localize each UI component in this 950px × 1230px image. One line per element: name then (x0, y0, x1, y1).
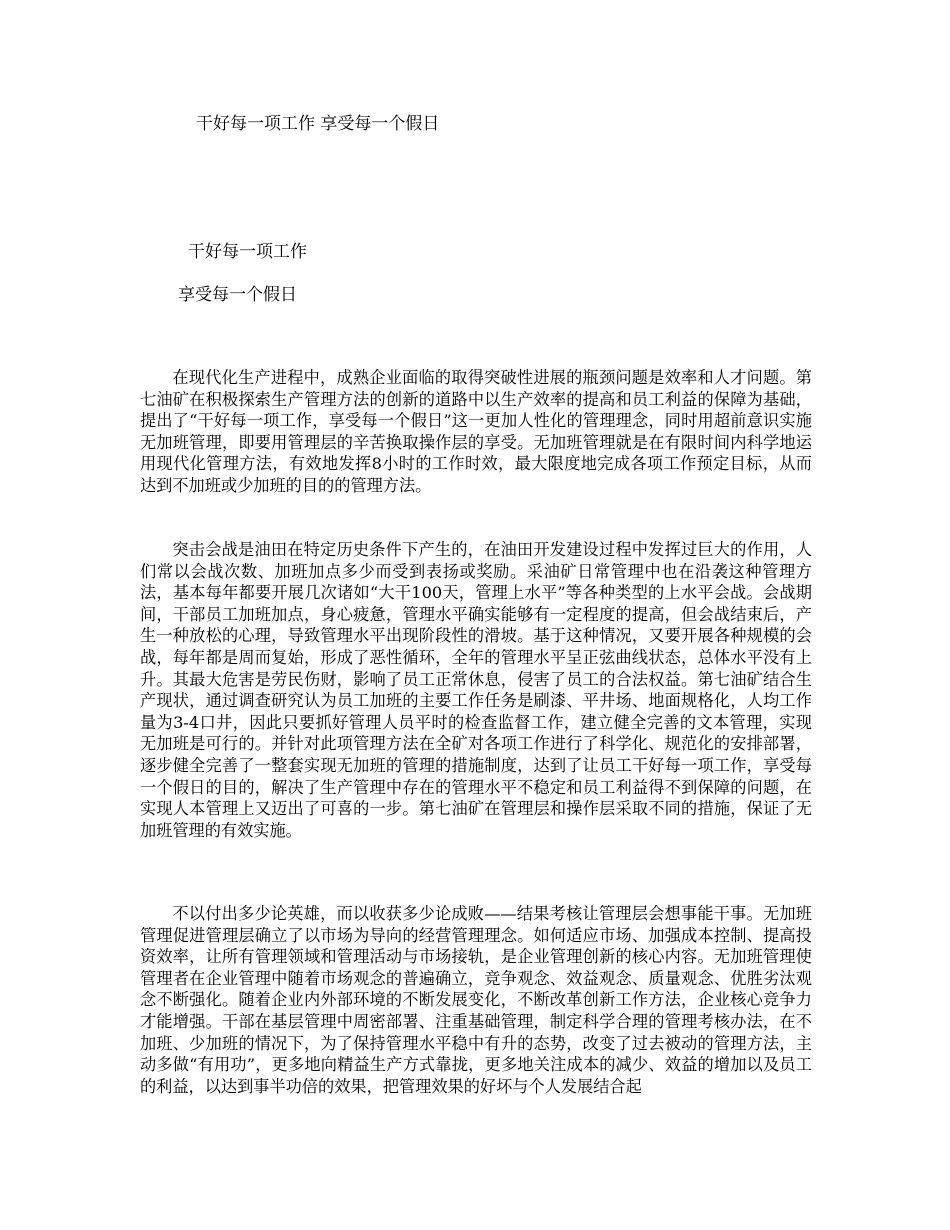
document-title: 干好每一项工作 享受每一个假日 (196, 114, 440, 134)
subtitle-holiday: 享受每一个假日 (178, 285, 297, 305)
paragraph-3: 不以付出多少论英雄，而以收获多少论成败——结果考核让管理层会想事能干事。无加班管理促进管理层确立了以市场为导向的经营管理理念。如何适应市场、加强成本控制、提高投资效率，让所有管理领域和管理活动与市场接轨，是企业管理创新的核心内容。无加班管理使管理者在企业管理中随着市场观念的普遍确立，竞争观念、效益观念、质量观念、优胜劣汰观念不断强化。随着企业内外部环境的不断发展变化，不断改革创新工作方法，企业核心竞争力才能增强。干部在基层管理中周密部署、注重基础管理，制定科学合理的管理考核办法，在不加班、少加班的情况下，为了保持管理水平稳中有升的态势，改变了过去被动的管理方法，主动多做“有用功”，更多地向精益生产方式靠拢，更多地关注成本的减少、效益的增加以及员工的利益，以达到事半功倍的效果，把管理效果的好坏与个人发展结合起 (140, 904, 812, 1096)
paragraph-1: 在现代化生产进程中，成熟企业面临的取得突破性进展的瓶颈问题是效率和人才问题。第七油矿在积极探索生产管理方法的创新的道路中以生产效率的提高和员工利益的保障为基础，提出了“干好每一项工作，享受每一个假日”这一更加人性化的管理理念，同时用超前意识实施无加班管理，即要用管理层的辛苦换取操作层的享受。无加班管理就是在有限时间内科学地运用现代化管理方法，有效地发挥8小时的工作时效，最大限度地完成各项工作预定目标，从而达到不加班或少加班的目的的管理方法。 (140, 368, 812, 495)
paragraph-2: 突击会战是油田在特定历史条件下产生的，在油田开发建设过程中发挥过巨大的作用，人们常以会战次数、加班加点多少而受到表扬或奖励。采油矿日常管理中也在沿袭这种管理方法，基本每年都要开展几次诸如“大干100天，管理上水平”等各种类型的上水平会战。会战期间，干部员工加班加点，身心疲惫，管理水平确实能够有一定程度的提高，但会战结束后，产生一种放松的心理，导致管理水平出现阶段性的滑坡。基于这种情况，又要开展各种规模的会战，每年都是周而复始，形成了恶性循环，全年的管理水平呈正弦曲线状态，总体水平没有上升。其最大危害是劳民伤财，影响了员工正常休息，侵害了员工的合法权益。第七油矿结合生产现状，通过调查研究认为员工加班的主要工作任务是刷漆、平井场、地面规格化，人均工作量为3-4口井，因此只要抓好管理人员平时的检查监督工作，建立健全完善的文本管理，实现无加班是可行的。并针对此项管理方法在全矿对各项工作进行了科学化、规范化的安排部署，逐步健全完善了一整套实现无加班的管理的措施制度，达到了让员工干好每一项工作，享受每一个假日的目的，解决了生产管理中存在的管理水平不稳定和员工利益得不到保障的问题，在实现人本管理上又迈出了可喜的一步。第七油矿在管理层和操作层采取不同的措施，保证了无加班管理的有效实施。 (140, 540, 812, 840)
subtitle-work: 干好每一项工作 (188, 242, 307, 262)
